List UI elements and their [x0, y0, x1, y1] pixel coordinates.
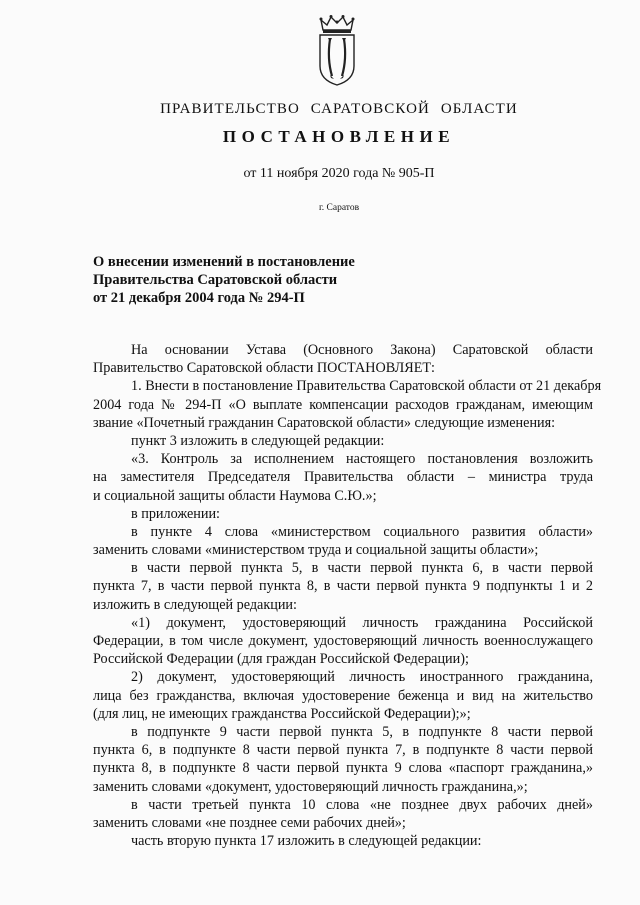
body-line: На основании Устава (Основного Закона) Саратовской области	[131, 342, 593, 358]
body-line: «3. Контроль за исполнением настоящего постановления возложить	[131, 451, 593, 468]
body-line: 1. Внести в постановление Правительства Саратовской области от 21 декабря	[131, 378, 602, 395]
body-line: «1) документ, удостоверяющий личность гражданина Российской	[131, 614, 593, 631]
body-line: заменить словами «не позднее семи рабочих дней»;	[93, 814, 406, 831]
body-line: в части первой пункта 5, в части первой пункта 6, в части первой	[131, 560, 593, 577]
document-type: ПОСТАНОВЛЕНИЕ	[222, 127, 456, 146]
document-title	[93, 253, 355, 307]
body-line: пункта 8, в подпункте 8 части первой пункта 9 слова «паспорт гражданина,»	[93, 760, 593, 777]
body-line: Федерации, в том числе документ, удостоверяющий личность военнослужащего	[93, 633, 593, 649]
body-line: лица без гражданства, включая удостоверение беженца и вид на жительство	[93, 687, 593, 704]
body-line: в подпункте 9 части первой пункта 5, в подпункте 8 части первой	[131, 723, 593, 740]
body-line: 2004 года № 294-П «О выплате компенсации расходов гражданам, имеющим	[93, 396, 593, 413]
saratov-coat-of-arms-icon	[315, 14, 359, 86]
body-line: Правительство Саратовской области ПОСТАНОВЛЯЕТ:	[93, 360, 436, 377]
document-date-number: от 11 ноября 2020 года № 905-П	[243, 166, 435, 181]
body-line: пункт 3 изложить в следующей редакции:	[131, 432, 385, 449]
body-line: Российской Федерации (для граждан Российской Федерации);	[93, 651, 469, 668]
body-line: в пункте 4 слова «министерством социального развития области»	[131, 523, 593, 540]
body-line: звание «Почетный гражданин Саратовской области» следующие изменения:	[93, 414, 556, 431]
body-line: (для лиц, не имеющих гражданства Российской Федерации);»;	[93, 705, 471, 722]
government-name: ПРАВИТЕЛЬСТВО САРАТОВСКОЙ ОБЛАСТИ	[160, 101, 518, 117]
body-line: на заместителя Председателя Правительства области – министра труда	[93, 469, 593, 486]
body-line: изложить в следующей редакции:	[93, 596, 297, 613]
document-body	[93, 341, 602, 850]
body-line: в части третьей пункта 10 слова «не позднее двух рабочих дней»	[131, 796, 593, 813]
title-line: от 21 декабря 2004 года № 294-П	[93, 290, 305, 306]
body-line: часть вторую пункта 17 изложить в следующей редакции:	[131, 833, 482, 850]
body-line: пункта 7, в части первой пункта 8, в части первой пункта 9 подпункты 1 и 2	[93, 578, 593, 595]
body-line: заменить словами «документ, удостоверяющий личность гражданина,»;	[93, 778, 528, 795]
body-line: пункта 6, в подпункте 8 части первой пункта 7, в подпункте 8 части первой	[93, 742, 593, 759]
body-line: и социальной защиты области Наумова С.Ю.»;	[93, 487, 377, 504]
title-line: Правительства Саратовской области	[93, 272, 338, 288]
title-line: О внесении изменений в постановление	[93, 254, 355, 270]
body-line: заменить словами «министерством труда и социальной защиты области»;	[93, 542, 539, 559]
body-line: в приложении:	[131, 505, 220, 522]
body-line: 2) документ, удостоверяющий личность иностранного гражданина,	[131, 669, 593, 686]
document-city: г. Саратов	[318, 203, 360, 213]
